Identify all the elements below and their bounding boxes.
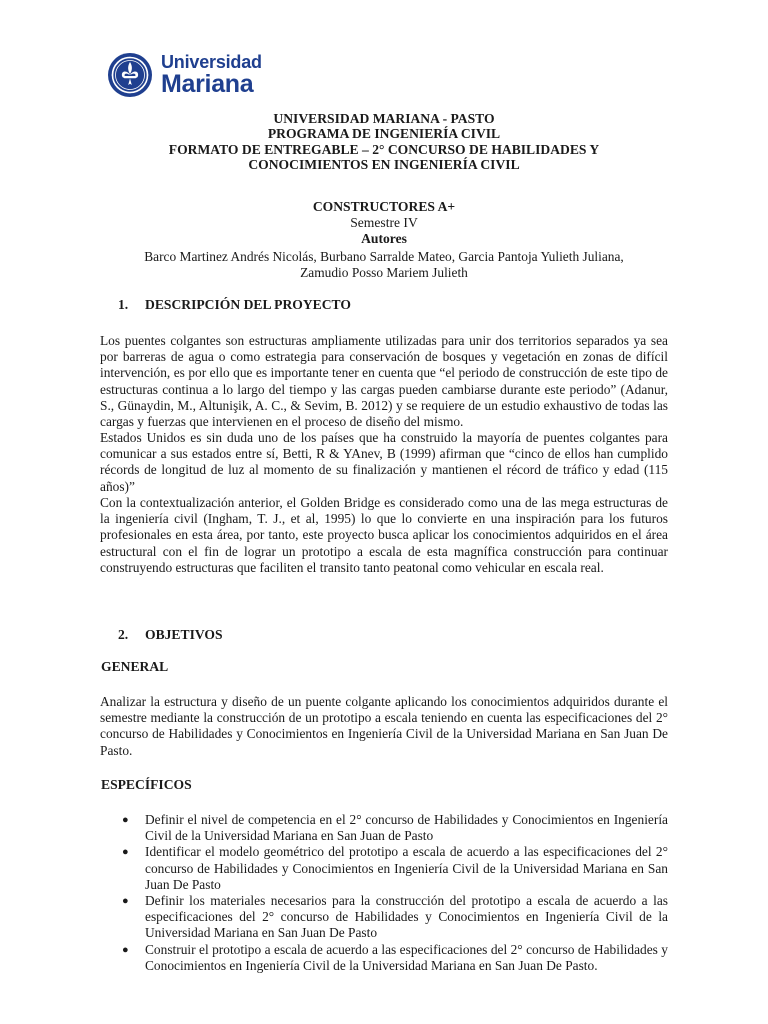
specific-objectives-label: ESPECÍFICOS [101,777,192,792]
team-info [100,199,668,247]
section-1-title: DESCRIPCIÓN DEL PROYECTO [145,297,351,312]
list-item-text: Identificar el modelo geométrico del prototipo a escala de acuerdo a las especificaciones del 2° concurso de Habilidades y Conocimientos en Ingeniería Civil de la Universidad Mariana en San Juan De Pasto [145,844,668,892]
bullet-icon: ● [122,846,129,859]
list-item [100,942,668,974]
list-item [100,893,668,942]
list-item-text: Definir el nivel de competencia en el 2° concurso de Habilidades y Conocimientos en Ingeniería Civil de la Universidad Mariana en San Juan de Pasto [145,812,668,844]
fleur-de-lis-emblem-icon [107,52,153,98]
bullet-icon: ● [122,943,129,956]
logo-line-2: Mariana [161,70,254,98]
bullet-icon: ● [122,895,129,908]
authors-line-2: Zamudio Posso Mariem Julieth [300,265,468,280]
header-university: UNIVERSIDAD MARIANA - PASTO [273,111,495,126]
authors-list [100,249,668,281]
authors-label: Autores [361,231,407,246]
header-format-line-2: CONOCIMIENTOS EN INGENIERÍA CIVIL [248,157,520,173]
list-item-text: Definir los materiales necesarios para la construcción del prototipo a escala de acuerdo a las especificaciones del 2° concurso de Habilidades y Conocimientos en Ingeniería Civil de la Universidad Mariana en San Juan De Pasto [145,893,668,941]
document-header [100,111,668,173]
general-objective-text: Analizar la estructura y diseño de un puente colgante aplicando los conocimientos adquiridos durante el semestre mediante la construcción de un prototipo a escala teniendo en cuenta las especificaciones del 2° concurso de Habilidades y Conocimientos en Ingeniería Civil de la Universidad Mariana en San Juan De Pasto. [100,694,668,758]
section-1-number: 1. [118,297,129,312]
list-item [100,844,668,893]
team-name: CONSTRUCTORES A+ [312,199,456,214]
semester: Semestre IV [350,215,418,230]
general-objective-label: GENERAL [101,659,169,674]
header-format-line-1: FORMATO DE ENTREGABLE – 2° CONCURSO DE HABILIDADES Y [168,141,600,157]
logo-wordmark [161,53,262,97]
header-program: PROGRAMA DE INGENIERÍA CIVIL [267,126,501,142]
bullet-icon: ● [122,814,129,826]
list-item [100,812,668,844]
section-1-paragraph-1: Los puentes colgantes son estructuras ampliamente utilizadas para unir dos territorios separados ya sea por barreras de agua o como estrategia para conservación de bosques y vegetación en zonas de difícil intervención, es por ello que es importante tener en cuenta que “el periodo de construcción de este tipo de estructuras continua a lo largo del tiempo y las cargas pueden cambiarse durante este periodo” (Adanur, S., Günaydin, M., Altunişik, A. C., & Sevim, B. 2012) y se requiere de un estudio exhaustivo de todas las cargas y fuerzas que intervienen en el proceso de diseño del mismo. [100,333,668,430]
section-2-title: OBJETIVOS [145,627,223,642]
list-item-text: Construir el prototipo a escala de acuerdo a las especificaciones del 2° concurso de Habilidades y Conocimientos en Ingeniería Civil de la Universidad Mariana en San Juan De Pasto. [145,941,668,973]
section-2-number: 2. [118,627,129,642]
logo-line-1: Universidad [161,52,262,72]
university-logo [107,52,262,98]
authors-line-1: Barco Martinez Andrés Nicolás, Burbano Sarralde Mateo, Garcia Pantoja Yulieth Juliana, [144,249,624,264]
section-1-paragraph-2: Estados Unidos es sin duda uno de los países que ha construido la mayoría de puentes colgantes para comunicar a sus estados entre sí, Betti, R & YAnev, B (1999) afirman que “cinco de ellos han cumplido récords de longitud de luz al momento de su finalización y mantienen el récord de tráfico y edad (115 años)” [100,430,668,494]
specific-objectives-list [100,812,668,974]
section-1-paragraph-3: Con la contextualización anterior, el Golden Bridge es considerado como una de las mega estructuras de la ingeniería civil (Ingham, T. J., et al, 1995) lo que lo convierte en una inspiración para los futuros profesionales en esta área, por tanto, este proyecto busca aplicar los conocimientos adquiridos en el área estructural con el fin de lograr un prototipo a escala de esta magnífica construcción para continuar construyendo estructuras que faciliten el transito tanto peatonal como vehicular en escala real. [100,495,668,575]
